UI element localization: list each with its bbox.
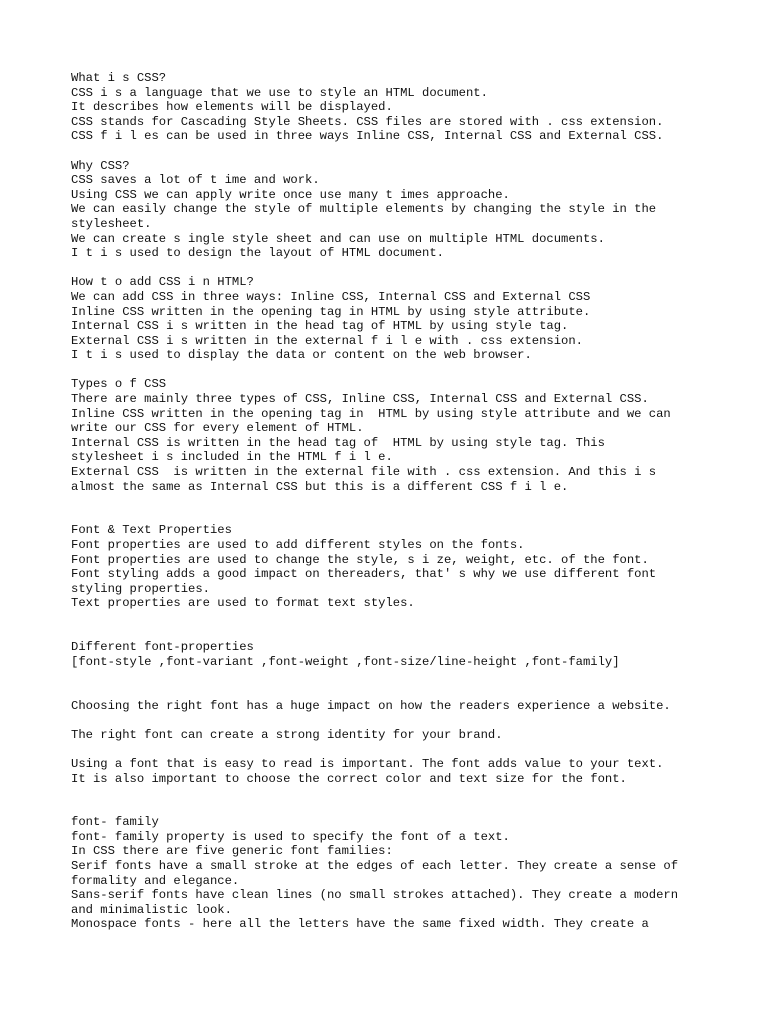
document-page — [71, 71, 711, 932]
section-heading: How t o add CSS i n HTML? — [71, 275, 254, 290]
text-line: Choosing the right font has a huge impact on how the readers experience a website. — [71, 698, 671, 713]
text-line: Inline CSS written in the opening tag in HTML by using style attribute and we can — [71, 406, 671, 421]
section-what-is-css — [71, 71, 711, 144]
text-line: External CSS is written in the external file with . css extension. And this i s — [71, 465, 657, 480]
paragraph-spacer — [71, 669, 711, 698]
text-line: Serif fonts have a small stroke at the edges of each letter. They create a sense of — [71, 859, 679, 874]
text-line: stylesheet. — [71, 216, 152, 231]
text-line: There are mainly three types of CSS, Inline CSS, Internal CSS and External CSS. — [71, 392, 649, 407]
section-how-to-add-css — [71, 275, 711, 363]
text-line: We can easily change the style of multiple elements by changing the style in the — [71, 202, 657, 217]
text-line: write our CSS for every element of HTML. — [71, 421, 364, 436]
section-heading: Why CSS? — [71, 158, 130, 173]
text-line: CSS i s a language that we use to style an HTML document. — [71, 85, 488, 100]
section-font-family — [71, 815, 711, 932]
text-line: CSS stands for Cascading Style Sheets. CSS files are stored with . css extension. — [71, 114, 664, 129]
text-line: Internal CSS is written in the head tag of HTML by using style tag. This — [71, 435, 605, 450]
text-line: I t i s used to display the data or content on the web browser. — [71, 348, 532, 363]
text-line: Font properties are used to add different styles on the fonts. — [71, 538, 525, 552]
text-line: stylesheet i s included in the HTML f i l e. — [71, 450, 393, 465]
text-line: It is also important to choose the correct color and text size for the font. — [71, 771, 627, 786]
text-line: Sans-serif fonts have clean lines (no small strokes attached). They create a modern — [71, 888, 679, 903]
text-line: and minimalistic look. — [71, 902, 232, 917]
text-line: I t i s used to design the layout of HTML document. — [71, 246, 444, 261]
text-line: font- family property is used to specify the font of a text. — [71, 829, 510, 844]
text-line: [font-style ,font-variant ,font-weight ,font-size/line-height ,font-family] — [71, 654, 620, 669]
text-line: almost the same as Internal CSS but this is a different CSS f i l e. — [71, 479, 569, 494]
text-line: Text properties are used to format text styles. — [71, 596, 415, 611]
paragraph-spacer — [71, 611, 711, 640]
text-line: CSS f i l es can be used in three ways Inline CSS, Internal CSS and External CSS. — [71, 129, 664, 144]
text-line: Using CSS we can apply write once use many t imes approache. — [71, 187, 510, 202]
text-line: formality and elegance. — [71, 873, 240, 888]
paragraph-spacer — [71, 786, 711, 815]
section-why-css — [71, 159, 711, 261]
section-heading: What i s CSS? — [71, 71, 167, 85]
text-line: CSS saves a lot of t ime and work. — [71, 173, 320, 188]
section-heading: Font & Text Properties — [71, 523, 232, 538]
section-font-text-properties — [71, 523, 711, 611]
text-line: Inline CSS written in the opening tag in HTML by using style attribute. — [71, 304, 591, 319]
paragraph-spacer — [71, 261, 711, 276]
paragraph-spacer — [71, 363, 711, 378]
paragraph-spacer — [71, 713, 711, 728]
text-line: We can add CSS in three ways: Inline CSS, Internal CSS and External CSS — [71, 289, 591, 304]
paragraph-choosing-font — [71, 699, 711, 714]
text-line: We can create s ingle style sheet and can use on multiple HTML documents. — [71, 231, 605, 246]
text-line: The right font can create a strong identity for your brand. — [71, 727, 503, 742]
text-line: Monospace fonts - here all the letters have the same fixed width. They create a — [71, 917, 649, 932]
text-line: External CSS i s written in the external f i l e with . css extension. — [71, 333, 583, 348]
section-heading: Different font-properties — [71, 640, 254, 655]
text-line: Font properties are used to change the style, s i ze, weight, etc. of the font. — [71, 552, 649, 567]
section-different-font-properties — [71, 640, 711, 669]
paragraph-spacer — [71, 144, 711, 159]
section-types-of-css — [71, 377, 711, 494]
text-line: Using a font that is easy to read is important. The font adds value to your text. — [71, 756, 664, 771]
section-heading: font- family — [71, 815, 159, 830]
text-line: Internal CSS i s written in the head tag of HTML by using style tag. — [71, 319, 569, 334]
text-line: Font styling adds a good impact on thereaders, that' s why we use different font — [71, 567, 657, 582]
section-heading: Types o f CSS — [71, 377, 167, 392]
text-line: It describes how elements will be displayed. — [71, 100, 393, 115]
paragraph-easy-to-read — [71, 757, 711, 786]
paragraph-spacer — [71, 494, 711, 523]
paragraph-brand-identity — [71, 728, 711, 743]
paragraph-spacer — [71, 742, 711, 757]
text-line: In CSS there are five generic font families: — [71, 844, 393, 859]
text-line: styling properties. — [71, 581, 210, 596]
